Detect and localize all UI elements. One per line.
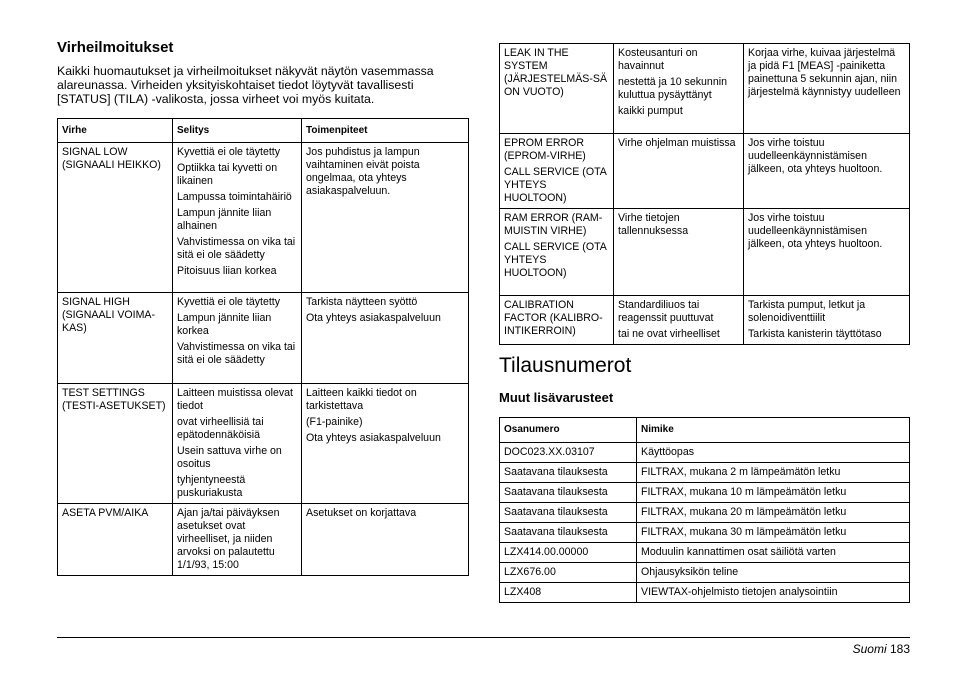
explanation-text: Virhe tietojen tallennuksessa	[618, 212, 689, 237]
footer-language: Suomi	[852, 642, 887, 656]
error-cell	[500, 209, 614, 296]
explanation-text: Pitoisuus liian korkea	[177, 265, 277, 277]
action-text: Ota yhteys asiakaspalveluun	[306, 432, 441, 444]
error-table-right	[499, 43, 910, 345]
table-row	[500, 209, 910, 296]
action-text: Tarkista kanisterin täyttötaso	[748, 328, 882, 340]
explanation-text: Vahvistimessa on vika tai sitä ei ole säädetty	[177, 236, 296, 261]
table-row	[500, 443, 910, 463]
explanation-cell	[614, 134, 744, 209]
error-table-left	[57, 118, 469, 576]
part-name: VIEWTAX-ohjelmisto tietojen analysointiin	[637, 583, 910, 603]
column-header-selitys: Selitys	[173, 119, 302, 143]
part-number: LZX414.00.00000	[500, 543, 637, 563]
action-text: Ota yhteys asiakaspalveluun	[306, 312, 441, 324]
part-number: LZX408	[500, 583, 637, 603]
footer-divider	[57, 637, 910, 638]
table-row	[500, 523, 910, 543]
error-name: EPROM ERROR (EPROM-VIRHE)	[504, 137, 586, 162]
explanation-cell	[614, 296, 744, 345]
table-row	[58, 384, 469, 504]
action-text: Laitteen kaikki tiedot on tarkistettava	[306, 387, 417, 412]
error-name: ASETA PVM/AIKA	[62, 507, 149, 519]
action-text: Jos virhe toistuu uudelleenkäynnistämisen jälkeen, ota yhteys huoltoon.	[748, 212, 883, 250]
explanation-text: Virhe ohjelman muistissa	[618, 137, 736, 149]
table-row	[500, 483, 910, 503]
table-header-row	[58, 119, 469, 143]
error-cell	[500, 296, 614, 345]
explanation-text: Lampun jännite liian alhainen	[177, 207, 272, 232]
part-name: FILTRAX, mukana 10 m lämpeämätön letku	[637, 483, 910, 503]
action-text: (F1-painike)	[306, 416, 363, 428]
explanation-cell	[173, 504, 302, 576]
table-row	[500, 543, 910, 563]
error-cell	[500, 44, 614, 134]
error-name: CALL SERVICE (OTA YHTEYS HUOLTOON)	[504, 241, 607, 279]
action-cell	[302, 293, 469, 384]
error-cell	[58, 293, 173, 384]
explanation-cell	[614, 209, 744, 296]
table-row	[500, 583, 910, 603]
explanation-text: Lampun jännite liian korkea	[177, 312, 272, 337]
error-name: RAM ERROR (RAM-MUISTIN VIRHE)	[504, 212, 603, 237]
explanation-text: Lampussa toimintahäiriö	[177, 191, 292, 203]
table-row	[500, 463, 910, 483]
part-name: FILTRAX, mukana 20 m lämpeämätön letku	[637, 503, 910, 523]
action-text: Korjaa virhe, kuivaa järjestelmä ja pidä F1 [MEAS] -painiketta painettuna 5 sekunnin ajan, niin järjestelmä käynnistyy uudelleen	[748, 47, 901, 98]
part-number: Saatavana tilauksesta	[500, 523, 637, 543]
explanation-text: ovat virheellisiä tai epätodennäköisiä	[177, 416, 264, 441]
explanation-text: Kyvettiä ei ole täytetty	[177, 296, 281, 308]
part-name: Käyttöopas	[637, 443, 910, 463]
part-number: Saatavana tilauksesta	[500, 503, 637, 523]
action-cell	[302, 143, 469, 293]
part-name: Moduulin kannattimen osat säiliötä varten	[637, 543, 910, 563]
action-cell	[302, 504, 469, 576]
error-name: CALIBRATION FACTOR (KALIBRO-INTIKERROIN)	[504, 299, 603, 337]
table-header-row	[500, 418, 910, 443]
explanation-text: Ajan ja/tai päiväyksen asetukset ovat virheelliset, ja niiden arvoksi on palautettu 1/1/93, 15:00	[177, 507, 280, 571]
explanation-text: tai ne ovat virheelliset	[618, 328, 720, 340]
table-row	[500, 44, 910, 134]
explanation-cell	[614, 44, 744, 134]
action-cell	[744, 296, 910, 345]
section-heading-tilausnumerot: Tilausnumerot	[499, 354, 632, 377]
explanation-cell	[173, 384, 302, 504]
explanation-text: Kyvettiä ei ole täytetty	[177, 146, 281, 158]
column-header-toimenpiteet: Toimenpiteet	[302, 119, 469, 143]
part-name: FILTRAX, mukana 2 m lämpeämätön letku	[637, 463, 910, 483]
action-cell	[744, 209, 910, 296]
column-header-osanumero: Osanumero	[500, 418, 637, 443]
error-cell	[58, 143, 173, 293]
explanation-cell	[173, 293, 302, 384]
section-heading-virheilmoitukset: Virheilmoitukset	[57, 39, 174, 56]
explanation-text: Laitteen muistissa olevat tiedot	[177, 387, 294, 412]
error-name: LEAK IN THE SYSTEM (JÄRJESTELMÄS-SÄ ON VUOTO)	[504, 47, 608, 98]
table-row	[58, 293, 469, 384]
part-number: DOC023.XX.03107	[500, 443, 637, 463]
parts-table	[499, 417, 910, 603]
error-cell	[58, 504, 173, 576]
explanation-text: Optiikka tai kyvetti on likainen	[177, 162, 278, 187]
error-name: SIGNAL LOW (SIGNAALI HEIKKO)	[62, 146, 161, 171]
error-name: SIGNAL HIGH (SIGNAALI VOIMA-KAS)	[62, 296, 156, 334]
explanation-text: tyhjentyneestä puskuriakusta	[177, 474, 246, 499]
error-cell	[58, 384, 173, 504]
column-header-nimike: Nimike	[637, 418, 910, 443]
table-row	[500, 503, 910, 523]
error-name: CALL SERVICE (OTA YHTEYS HUOLTOON)	[504, 166, 607, 204]
part-name: FILTRAX, mukana 30 m lämpeämätön letku	[637, 523, 910, 543]
subheading-muut-lisavarusteet: Muut lisävarusteet	[499, 390, 614, 405]
action-text: Tarkista näytteen syöttö	[306, 296, 418, 308]
explanation-text: kaikki pumput	[618, 105, 683, 117]
table-row	[58, 143, 469, 293]
error-cell	[500, 134, 614, 209]
action-text: Tarkista pumput, letkut ja solenoidiventtiilit	[748, 299, 866, 324]
part-number: Saatavana tilauksesta	[500, 483, 637, 503]
intro-paragraph: Kaikki huomautukset ja virheilmoitukset näkyvät näytön vasemmassa alareunassa. Virheiden yksityiskohtaiset tiedot löytyvät tavallisesti [STATUS] (TILA) -valikosta, jossa virheet voi myös kuitata.	[57, 64, 434, 106]
action-text: Asetukset on korjattava	[306, 507, 417, 519]
explanation-text: nestettä ja 10 sekunnin kuluttua pysäyttänyt	[618, 76, 727, 101]
explanation-text: Usein sattuva virhe on osoitus	[177, 445, 282, 470]
table-row	[500, 134, 910, 209]
table-row	[500, 563, 910, 583]
part-number: LZX676.00	[500, 563, 637, 583]
action-cell	[744, 44, 910, 134]
explanation-text: Vahvistimessa on vika tai sitä ei ole säädetty	[177, 341, 296, 366]
action-cell	[744, 134, 910, 209]
action-text: Jos puhdistus ja lampun vaihtaminen eivät poista ongelmaa, ota yhteys asiakaspalveluun.	[306, 146, 420, 197]
explanation-text: Standardiliuos tai reagenssit puuttuvat	[618, 299, 714, 324]
part-number: Saatavana tilauksesta	[500, 463, 637, 483]
table-row	[500, 296, 910, 345]
column-header-virhe: Virhe	[58, 119, 173, 143]
action-text: Jos virhe toistuu uudelleenkäynnistämisen jälkeen, ota yhteys huoltoon.	[748, 137, 883, 175]
page-footer	[853, 642, 910, 656]
action-cell	[302, 384, 469, 504]
error-name: TEST SETTINGS (TESTI-ASETUKSET)	[62, 387, 166, 412]
part-name: Ohjausyksikön teline	[637, 563, 910, 583]
explanation-text: Kosteusanturi on havainnut	[618, 47, 698, 72]
table-row	[58, 504, 469, 576]
explanation-cell	[173, 143, 302, 293]
page-number: 183	[889, 642, 910, 656]
